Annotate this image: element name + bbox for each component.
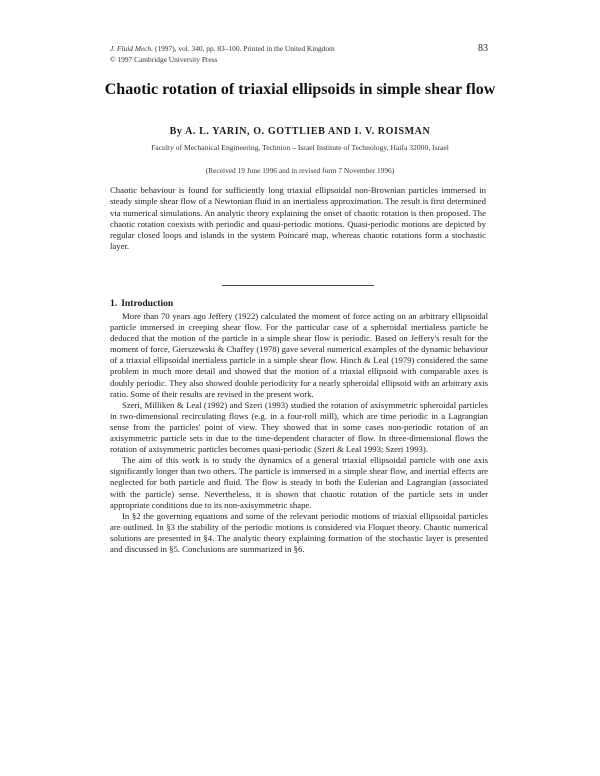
abstract: Chaotic behaviour is found for sufficiently long triaxial ellipsoidal non-Brownian particles immersed in steady simple shear flow of a Newtonian fluid in an inertialess approximation. The result is first determined via numerical simulations. An analytic theory explaining the onset of chaotic rotation is then proposed. The chaotic rotation coexists with periodic and quasi-periodic motions. Quasi-periodic motions are depicted by regular closed loops and islands in the system Poincaré map, whereas chaotic rotations form a stochastic layer. bbox=[110, 185, 486, 252]
citation-line bbox=[110, 44, 335, 55]
author-list: By A. L. YARIN, O. GOTTLIEB AND I. V. ROISMAN bbox=[169, 126, 431, 137]
paragraph: The aim of this work is to study the dynamics of a general triaxial ellipsoidal particle with one axis significantly longer than two others. The particle is immersed in a simple shear flow, and inertial effects are neglected for both particle and fluid. The flow is steady in both the Eulerian and Lagrangian (associated with the particle) sense. Nevertheless, it is shown that chaotic rotation of the particle sets in under appropriate conditions due to its non-axisymmetric shape. bbox=[110, 455, 488, 510]
abstract-divider bbox=[222, 285, 374, 286]
journal-name: J. Fluid Mech. bbox=[110, 44, 154, 53]
section-number: 1. bbox=[110, 298, 118, 309]
affiliation: Faculty of Mechanical Engineering, Technion – Israel Institute of Technology, Haifa 32000, Israel bbox=[151, 143, 449, 152]
received-dates: (Received 19 June 1996 and in revised form 7 November 1996) bbox=[205, 166, 395, 175]
section-title: Introduction bbox=[121, 298, 174, 309]
paragraph: Szeri, Milliken & Leal (1992) and Szeri (1993) studied the rotation of axisymmetric spheroidal particles in two-dimensional recirculating flows (e.g. in a four-roll mill), which are time periodic in a Lagrangian sense from the particles' point of view. They showed that in some cases non-periodic rotation of an axisymmetric particle sets in due to the time-dependent character of flow. In three-dimensional flows the rotation of axisymmetric particles becomes quasi-periodic (Szeri & Leal 1993; Szeri 1993). bbox=[110, 399, 488, 455]
running-header bbox=[110, 44, 335, 65]
copyright-line: © 1997 Cambridge University Press bbox=[110, 54, 218, 64]
paper-title: Chaotic rotation of triaxial ellipsoids in simple shear flow bbox=[104, 81, 496, 98]
section-body bbox=[110, 311, 488, 555]
paragraph: More than 70 years ago Jeffery (1922) calculated the moment of force acting on an arbitrary ellipsoidal particle immersed in creeping shear flow. For the particular case of a spheroidal inertialess particle he deduced that the motion of the particle in a simple shear flow is periodic. Based on Jeffery's result for the moment of force, Gierszewski & Chaffey (1978) gave several numerical examples of the dynamic behaviour of a triaxial ellipsoidal inertialess particle in a simple shear flow. Hinch & Leal (1979) considered the same problem in much more detail and showed that the motion of a triaxial ellipsoid with comparable axes is doubly periodic. They also showed double periodicity for a nearly spheroidal ellipsoid with an arbitrary axis ratio. Some of their results are revised in the present work. bbox=[110, 311, 488, 399]
page-number: 83 bbox=[478, 43, 488, 54]
paragraph: In §2 the governing equations and some of the relevant periodic motions of triaxial ellipsoidal particles are outlined. In §3 the stability of the periodic motions is considered via Floquet theory. Chaotic numerical solutions are presented in §4. The analytic theory explaining formation of the stochastic layer is presented and discussed in §5. Conclusions are summarized in §6. bbox=[110, 510, 488, 554]
section-heading bbox=[110, 298, 173, 309]
citation-details: (1997), vol. 340, pp. 83–100. Printed in the United Kingdom bbox=[153, 44, 335, 53]
